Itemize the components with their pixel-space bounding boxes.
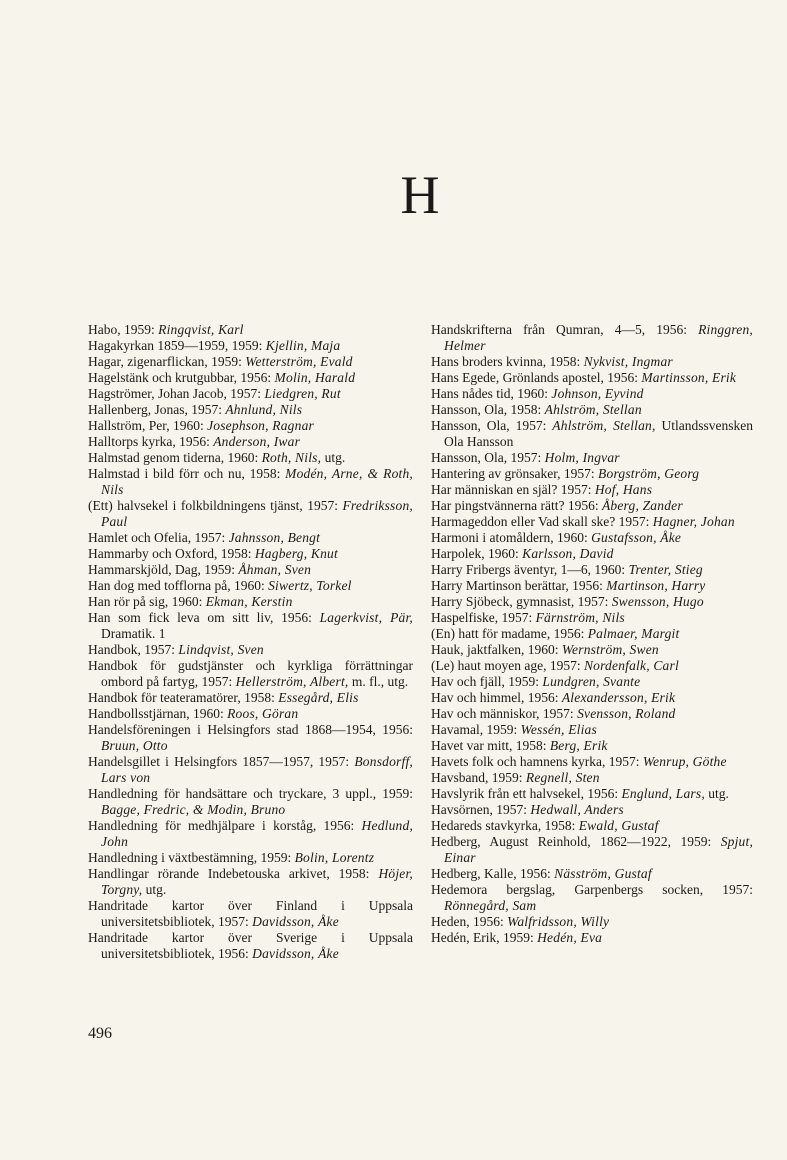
entry-author: Ringqvist, Karl (158, 322, 244, 337)
index-entry (431, 706, 753, 722)
index-entry (431, 594, 753, 610)
index-entry (88, 546, 413, 562)
entry-author: Åhman, Sven (238, 562, 312, 577)
index-entry (431, 674, 753, 690)
entry-author: Hof, Hans (594, 482, 653, 497)
index-entry (431, 690, 753, 706)
entry-note: m. fl., utg. (351, 674, 409, 689)
entry-author: Jahnsson, Bengt (228, 530, 321, 545)
entry-author: Roos, Göran (227, 706, 299, 721)
entry-author: Swensson, Hugo (611, 594, 704, 609)
entry-author: Regnell, Sten (525, 770, 600, 785)
index-entry (88, 562, 413, 578)
entry-author: Kjellin, Maja (265, 338, 341, 353)
entry-title: Handbollsstjärnan, 1960: (88, 706, 224, 721)
entry-author: Molin, Harald (274, 370, 356, 385)
entry-title: Hedén, Erik, 1959: (431, 930, 534, 945)
entry-author: Modén, Arne, & Roth, Nils (101, 466, 414, 497)
entry-title: Havslyrik från ett halvsekel, 1956: (431, 786, 619, 801)
entry-author: Essegård, Elis (278, 690, 359, 705)
entry-title: Havet var mitt, 1958: (431, 738, 547, 753)
entry-author: Josephson, Ragnar (207, 418, 314, 433)
page-number: 496 (88, 1025, 112, 1042)
entry-author: Ringgren, Helmer (444, 322, 753, 353)
entry-title: Hagakyrkan 1859—1959, 1959: (88, 338, 263, 353)
entry-title: Handritade kartor över Finland i Uppsala universitetsbibliotek, 1957: (88, 898, 413, 929)
entry-title: Har människan en själ? 1957: (431, 482, 592, 497)
index-entry (88, 594, 413, 610)
index-entry (431, 866, 753, 882)
index-entry (88, 402, 413, 418)
entry-author: Hagberg, Knut (254, 546, 338, 561)
entry-note: Utlandssvensken Ola Hansson (444, 418, 754, 449)
index-entry (88, 850, 413, 866)
entry-title: (En) hatt för madame, 1956: (431, 626, 585, 641)
index-entry (431, 450, 753, 466)
index-entry (431, 754, 753, 770)
index-entry (88, 818, 413, 850)
entry-title: Hansson, Ola, 1958: (431, 402, 542, 417)
right-column (431, 322, 753, 946)
index-entry (88, 658, 413, 690)
entry-title: Hallström, Per, 1960: (88, 418, 204, 433)
entry-note: Dramatik. 1 (101, 626, 166, 641)
entry-author: Wernström, Swen (561, 642, 659, 657)
entry-title: (Ett) halvsekel i folkbildningens tjänst, 1957: (88, 498, 338, 513)
entry-author: Nordenfalk, Carl (583, 658, 679, 673)
entry-title: Har pingstvännerna rätt? 1956: (431, 498, 599, 513)
index-entry (88, 450, 413, 466)
index-entry (88, 354, 413, 370)
index-entry (431, 658, 753, 674)
entry-author: Bolin, Lorentz (294, 850, 375, 865)
index-entry (431, 322, 753, 354)
index-entry (88, 690, 413, 706)
entry-title: Handskrifterna från Qumran, 4—5, 1956: (431, 322, 687, 337)
entry-author: Hagner, Johan (652, 514, 735, 529)
entry-author: Svensson, Roland (577, 706, 676, 721)
index-entry (431, 610, 753, 626)
entry-title: Harpolek, 1960: (431, 546, 519, 561)
entry-title: Halmstad i bild förr och nu, 1958: (88, 466, 281, 481)
index-entry (431, 738, 753, 754)
index-entry (431, 802, 753, 818)
index-entry (88, 418, 413, 434)
index-entry (88, 898, 413, 930)
section-letter: H (400, 165, 440, 225)
entry-title: Heden, 1956: (431, 914, 504, 929)
entry-title: Hagelstänk och krutgubbar, 1956: (88, 370, 272, 385)
index-entry (431, 786, 753, 802)
entry-note: utg. (145, 882, 167, 897)
index-entry (431, 642, 753, 658)
entry-title: Hav och människor, 1957: (431, 706, 574, 721)
entry-author: Bonsdorff, Lars von (101, 754, 413, 785)
entry-title: Hav och fjäll, 1959: (431, 674, 539, 689)
index-entry (431, 482, 753, 498)
entry-title: Hantering av grönsaker, 1957: (431, 466, 595, 481)
entry-title: Harry Martinson berättar, 1956: (431, 578, 603, 593)
index-entry (431, 562, 753, 578)
entry-title: Hagar, zigenarflickan, 1959: (88, 354, 242, 369)
entry-author: Hedén, Eva (537, 930, 603, 945)
index-entry (88, 386, 413, 402)
index-entry (88, 786, 413, 818)
entry-title: Havsband, 1959: (431, 770, 523, 785)
entry-author: Lagerkvist, Pär, (319, 610, 414, 625)
entry-title: Handbok för teateramatörer, 1958: (88, 690, 275, 705)
index-entry (431, 370, 753, 386)
entry-author: Bagge, Fredric, & Modin, Bruno (101, 802, 286, 817)
entry-title: Handelsföreningen i Helsingfors stad 1868—1954, 1956: (88, 722, 413, 737)
entry-author: Walfridsson, Willy (507, 914, 610, 929)
index-entry (431, 514, 753, 530)
entry-title: Hans nådes tid, 1960: (431, 386, 548, 401)
entry-author: Färnström, Nils (535, 610, 625, 625)
entry-title: Hauk, jaktfalken, 1960: (431, 642, 559, 657)
entry-title: Hedemora bergslag, Garpenbergs socken, 1957: (431, 882, 753, 897)
index-entry (88, 578, 413, 594)
index-entry (88, 498, 413, 530)
entry-author: Höjer, Torgny, (101, 866, 414, 897)
entry-author: Martinson, Harry (606, 578, 706, 593)
index-entry (431, 418, 753, 450)
index-entry (88, 322, 413, 338)
entry-title: Handelsgillet i Helsingfors 1857—1957, 1957: (88, 754, 350, 769)
entry-title: Harmageddon eller Vad skall ske? 1957: (431, 514, 650, 529)
entry-author: Åberg, Zander (601, 498, 683, 513)
entry-author: Nykvist, Ingmar (583, 354, 673, 369)
index-entry (88, 370, 413, 386)
entry-author: Lundgren, Svante (542, 674, 641, 689)
entry-title: Handritade kartor över Sverige i Uppsala universitetsbibliotek, 1956: (88, 930, 413, 961)
entry-title: Handlingar rörande Indebetouska arkivet, 1958: (88, 866, 370, 881)
entry-author: Davidsson, Åke (252, 946, 339, 961)
entry-author: Hedlund, John (101, 818, 414, 849)
entry-note: utg. (324, 450, 346, 465)
entry-author: Siwertz, Torkel (268, 578, 352, 593)
entry-author: Ahlström, Stellan (544, 402, 642, 417)
entry-author: Näsström, Gustaf (554, 866, 652, 881)
entry-title: Harry Sjöbeck, gymnasist, 1957: (431, 594, 609, 609)
entry-title: Hans Egede, Grönlands apostel, 1956: (431, 370, 638, 385)
index-entry (88, 930, 413, 962)
entry-title: Handbok för gudstjänster och kyrkliga förrättningar ombord på fartyg, 1957: (88, 658, 413, 689)
entry-author: Lindqvist, Sven (178, 642, 264, 657)
index-entry (88, 642, 413, 658)
entry-title: Hansson, Ola, 1957: (431, 450, 542, 465)
entry-author: Martinsson, Erik (641, 370, 737, 385)
index-entry (431, 722, 753, 738)
index-entry (431, 626, 753, 642)
index-entry (431, 578, 753, 594)
entry-author: Holm, Ingvar (544, 450, 620, 465)
index-entry (88, 466, 413, 498)
index-entry (431, 498, 753, 514)
entry-title: Habo, 1959: (88, 322, 155, 337)
index-entry (431, 770, 753, 786)
entry-title: Han rör på sig, 1960: (88, 594, 203, 609)
index-entry (431, 386, 753, 402)
index-entry (431, 530, 753, 546)
index-entry (431, 546, 753, 562)
entry-author: Hellerström, Albert, (235, 674, 349, 689)
entry-title: Hammarskjöld, Dag, 1959: (88, 562, 235, 577)
index-entry (431, 466, 753, 482)
entry-author: Ahlström, Stellan, (552, 418, 656, 433)
entry-author: Wessén, Elias (520, 722, 597, 737)
entry-title: Hedberg, Kalle, 1956: (431, 866, 551, 881)
entry-author: Borgström, Georg (598, 466, 700, 481)
entry-author: Ekman, Kerstin (205, 594, 293, 609)
entry-title: Hedberg, August Reinhold, 1862—1922, 1959: (431, 834, 712, 849)
entry-author: Englund, Lars, (621, 786, 705, 801)
index-entry (431, 914, 753, 930)
entry-title: Handledning för handsättare och tryckare, 3 uppl., 1959: (88, 786, 413, 801)
entry-author: Trenter, Stieg (628, 562, 703, 577)
entry-author: Liedgren, Rut (264, 386, 341, 401)
entry-title: Harmoni i atomåldern, 1960: (431, 530, 588, 545)
index-entry (88, 722, 413, 754)
entry-title: Havets folk och hamnens kyrka, 1957: (431, 754, 640, 769)
entry-title: Hamlet och Ofelia, 1957: (88, 530, 226, 545)
entry-author: Fredriksson, Paul (101, 498, 413, 529)
entry-title: Hansson, Ola, 1957: (431, 418, 547, 433)
entry-author: Palmaer, Margit (587, 626, 680, 641)
entry-author: Alexandersson, Erik (561, 690, 676, 705)
entry-title: Halmstad genom tiderna, 1960: (88, 450, 259, 465)
entry-author: Roth, Nils, (261, 450, 322, 465)
entry-author: Wenrup, Göthe (642, 754, 727, 769)
entry-title: Handledning för medhjälpare i korståg, 1956: (88, 818, 355, 833)
entry-author: Johnson, Eyvind (551, 386, 644, 401)
index-entry (88, 754, 413, 786)
entry-title: Hans broders kvinna, 1958: (431, 354, 581, 369)
entry-author: Wetterström, Evald (245, 354, 353, 369)
left-column (88, 322, 413, 962)
entry-author: Ewald, Gustaf (578, 818, 659, 833)
entry-author: Rönnegård, Sam (444, 898, 537, 913)
index-entry (88, 338, 413, 354)
entry-author: Berg, Erik (549, 738, 608, 753)
entry-title: Harry Fribergs äventyr, 1—6, 1960: (431, 562, 626, 577)
index-entry (431, 818, 753, 834)
entry-title: Hedareds stavkyrka, 1958: (431, 818, 576, 833)
entry-author: Ahnlund, Nils (225, 402, 303, 417)
entry-author: Spjut, Einar (444, 834, 754, 865)
entry-note: utg. (708, 786, 729, 801)
index-entry (431, 354, 753, 370)
entry-title: Halltorps kyrka, 1956: (88, 434, 210, 449)
entry-title: Han dog med tofflorna på, 1960: (88, 578, 265, 593)
index-entry (88, 610, 413, 642)
index-entry (88, 706, 413, 722)
index-entry (431, 930, 753, 946)
entry-title: Han som fick leva om sitt liv, 1956: (88, 610, 312, 625)
entry-author: Bruun, Otto (101, 738, 168, 753)
entry-title: (Le) haut moyen age, 1957: (431, 658, 581, 673)
entry-title: Hammarby och Oxford, 1958: (88, 546, 252, 561)
entry-author: Hedwall, Anders (530, 802, 624, 817)
index-entry (88, 434, 413, 450)
index-entry (431, 882, 753, 914)
entry-author: Davidsson, Åke (252, 914, 339, 929)
index-entry (431, 834, 753, 866)
index-entry (88, 530, 413, 546)
entry-title: Hagströmer, Johan Jacob, 1957: (88, 386, 262, 401)
entry-author: Karlsson, David (522, 546, 614, 561)
entry-title: Havsörnen, 1957: (431, 802, 527, 817)
entry-title: Haspelfiske, 1957: (431, 610, 533, 625)
index-entry (431, 402, 753, 418)
entry-title: Hav och himmel, 1956: (431, 690, 559, 705)
entry-author: Anderson, Iwar (213, 434, 301, 449)
entry-title: Hallenberg, Jonas, 1957: (88, 402, 222, 417)
entry-author: Gustafsson, Åke (591, 530, 682, 545)
entry-title: Handbok, 1957: (88, 642, 175, 657)
entry-title: Havamal, 1959: (431, 722, 518, 737)
entry-title: Handledning i växtbestämning, 1959: (88, 850, 292, 865)
index-entry (88, 866, 413, 898)
